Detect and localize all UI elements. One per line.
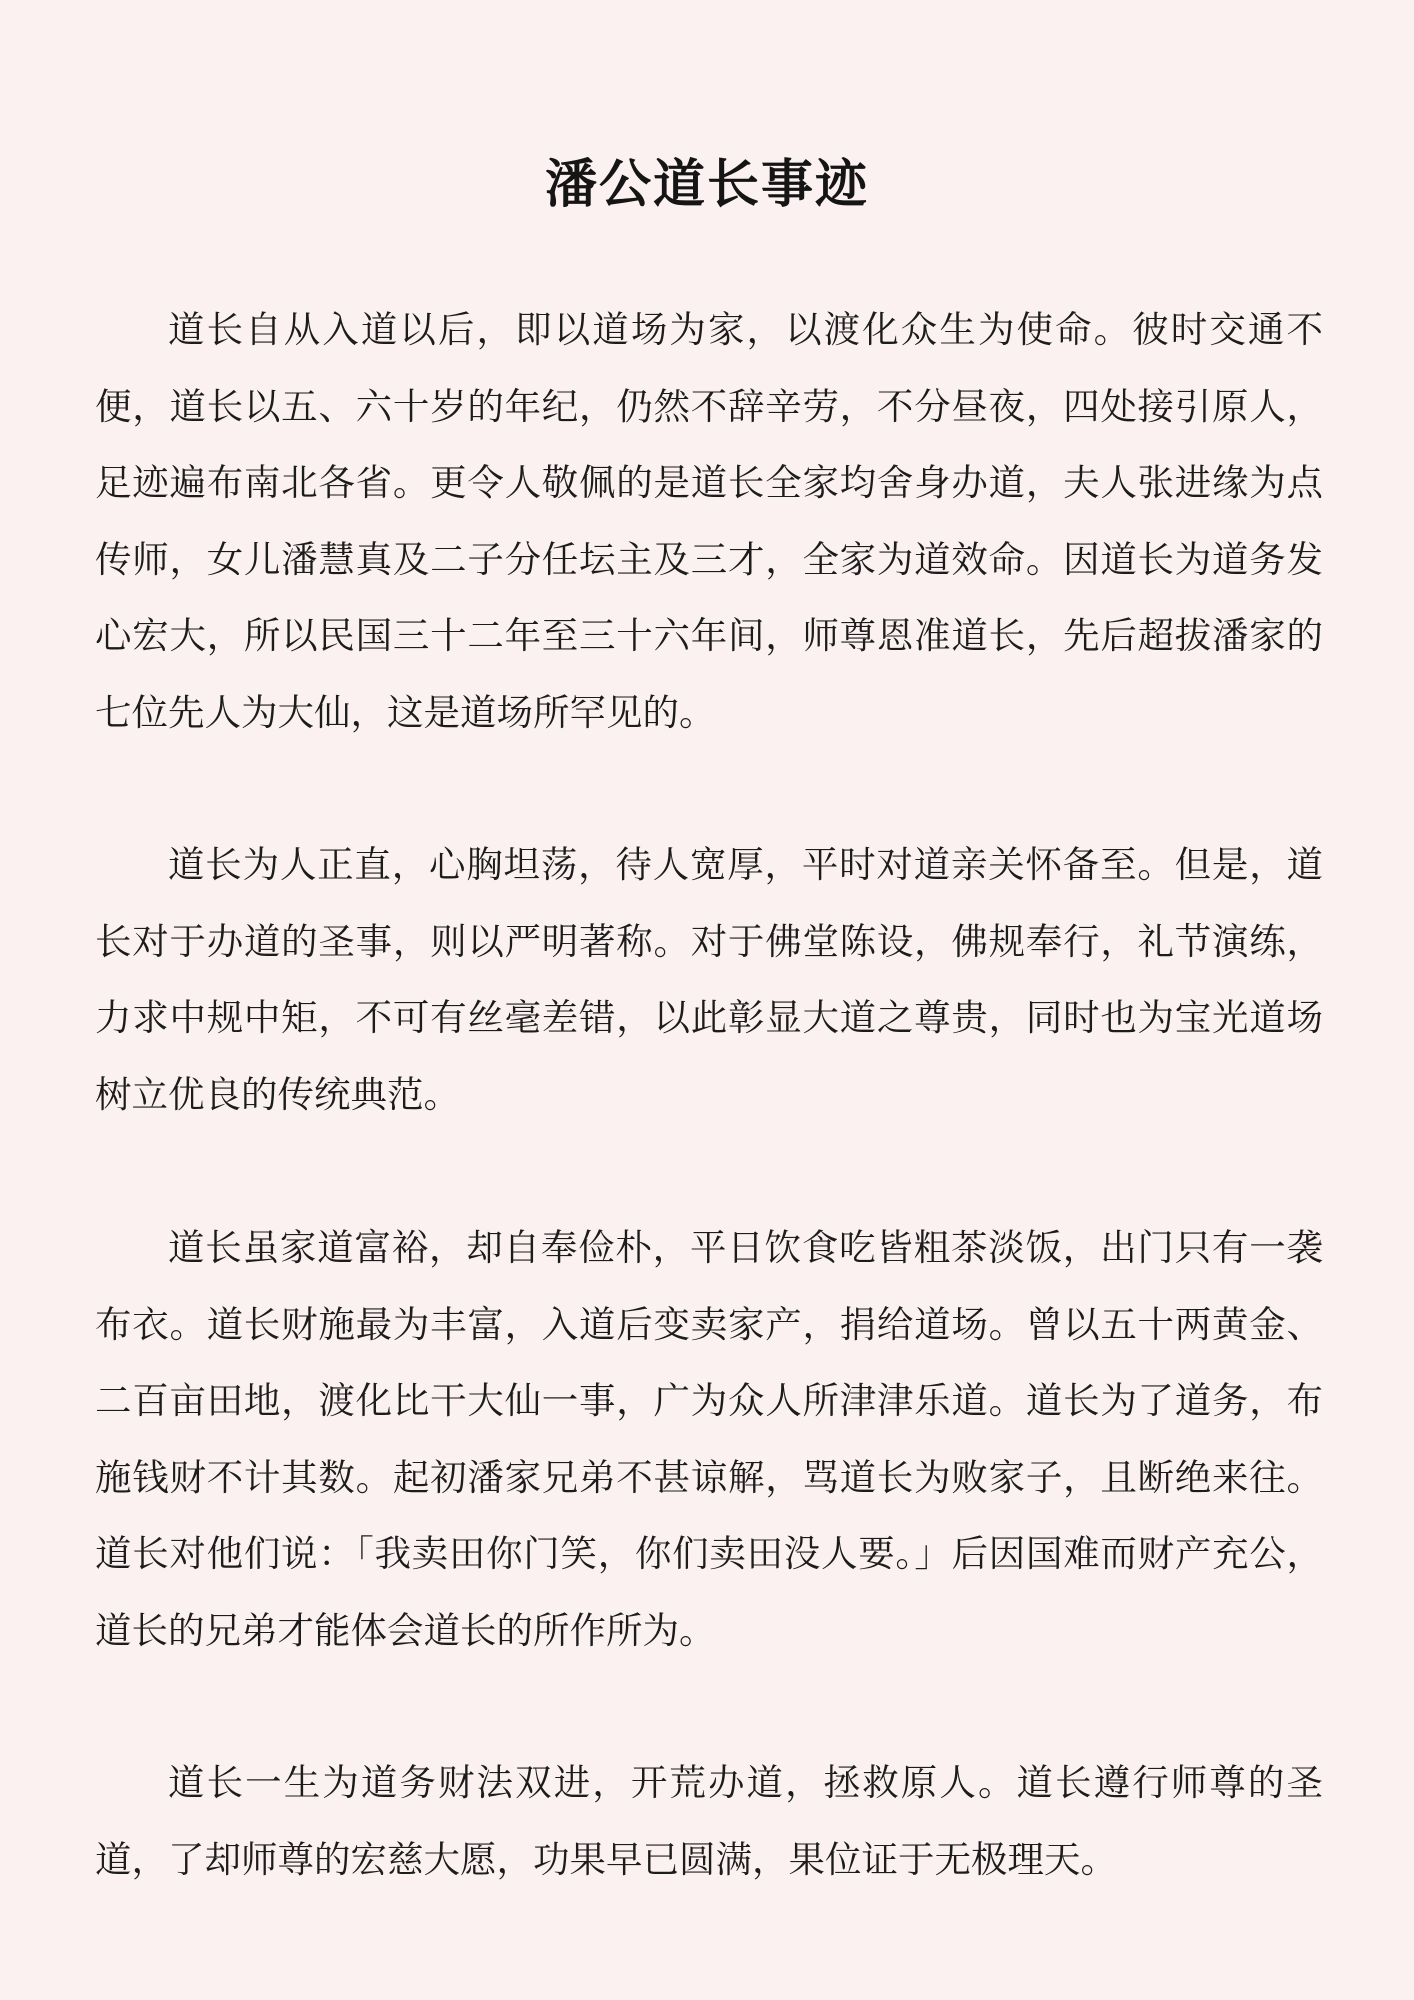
paragraph-1: 道长自从入道以后，即以道场为家，以渡化众生为使命。彼时交通不便，道长以五、六十岁的年纪，仍然不辞辛劳，不分昼夜，四处接引原人，足迹遍布南北各省。更令人敬佩的是道长全家均舍身办道，夫人张进缘为点传师，女儿潘慧真及二子分任坛主及三才，全家为道效命。因道长为道务发心宏大，所以民国三十二年至三十六年间，师尊恩准道长，先后超拔潘家的七位先人为大仙，这是道场所罕见的。 [95, 308, 1323, 734]
paragraph-3: 道长虽家道富裕，却自奉俭朴，平日饮食吃皆粗茶淡饭，出门只有一袭布衣。道长财施最为丰富，入道后变卖家产，捐给道场。曾以五十两黄金、二百亩田地，渡化比干大仙一事，广为众人所津津乐道。道长为了道务，布施钱财不计其数。起初潘家兄弟不甚谅解，骂道长为败家子，且断绝来往。道长对他们说：「我卖田你门笑，你们卖田没人要。」后因国难而财产充公，道长的兄弟才能体会道长的所作所为。 [95, 1226, 1323, 1652]
paragraph-4: 道长一生为道务财法双进，开荒办道，拯救原人。道长遵行师尊的圣道，了却师尊的宏慈大愿，功果早已圆满，果位证于无极理天。 [95, 1761, 1323, 1881]
paragraph-2: 道长为人正直，心胸坦荡，待人宽厚，平时对道亲关怀备至。但是，道长对于办道的圣事，则以严明著称。对于佛堂陈设，佛规奉行，礼节演练，力求中规中矩，不可有丝毫差错，以此彰显大道之尊贵，同时也为宝光道场树立优良的传统典范。 [95, 843, 1323, 1116]
page-title: 潘公道长事迹 [544, 154, 869, 215]
